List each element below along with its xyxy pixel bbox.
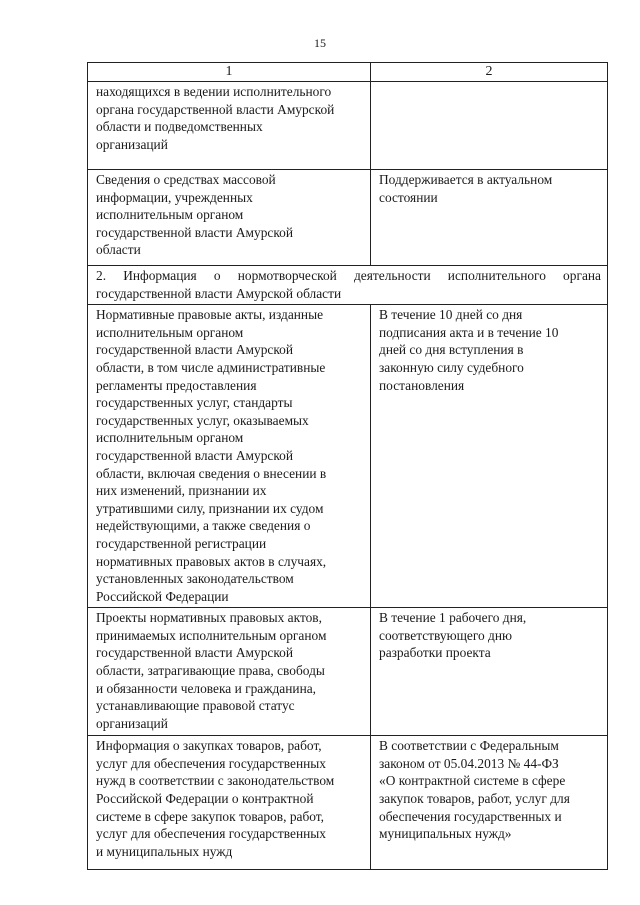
row-deadline-cell: В течение 1 рабочего дня, соответствующего дню разработки проекта — [371, 608, 608, 736]
table-row — [88, 608, 608, 736]
section-heading-row — [88, 266, 608, 305]
row-description-cell: Информация о закупках товаров, работ, услуг для обеспечения государственных нужд в соответствии с законодательством Российской Федерации о контрактной системе в сфере закупок товаров, работ, услуг для обеспечения государственных и муниципальных нужд — [88, 736, 371, 870]
section-heading: 2. Информация о нормотворческой деятельности исполнительного органа государственной власти Амурской области — [88, 266, 608, 305]
row-deadline-cell: В соответствии с Федеральным законом от 05.04.2013 № 44-ФЗ «О контрактной системе в сфере закупок товаров, работ, услуг для обеспечения государственных и муниципальных нужд» — [371, 736, 608, 870]
column-header-2: 2 — [371, 63, 608, 82]
row-deadline-cell — [371, 82, 608, 170]
row-description-cell: Нормативные правовые акты, изданные исполнительным органом государственной власти Амурской области, в том числе административные регламенты предоставления государственных услуг, стандарты государственных услуг, оказываемых исполнительным органом государственной власти Амурской области, включая сведения о внесении в них изменений, признании их утратившими силу, признании их судом недействующими, а также сведения о государственной регистрации нормативных правовых актов в случаях, установленных законодательством Российской Федерации — [88, 305, 371, 608]
row-description-cell: Сведения о средствах массовой информации, учрежденных исполнительным органом государственной власти Амурской области — [88, 170, 371, 266]
row-deadline-cell: В течение 10 дней со дня подписания акта и в течение 10 дней со дня вступления в законную силу судебного постановления — [371, 305, 608, 608]
page-number: 15 — [314, 36, 326, 50]
row-description-cell: находящихся в ведении исполнительного органа государственной власти Амурской области и подведомственных организаций — [88, 82, 371, 170]
table-row — [88, 736, 608, 870]
column-header-1: 1 — [88, 63, 371, 82]
row-deadline-cell: Поддерживается в актуальном состоянии — [371, 170, 608, 266]
table-row — [88, 170, 608, 266]
row-description-cell: Проекты нормативных правовых актов, принимаемых исполнительным органом государственной власти Амурской области, затрагивающие права, свободы и обязанности человека и гражданина, устанавливающие правовой статус организаций — [88, 608, 371, 736]
table-header-row — [88, 63, 608, 82]
table-row — [88, 305, 608, 608]
info-table — [87, 62, 608, 870]
table-row — [88, 82, 608, 170]
